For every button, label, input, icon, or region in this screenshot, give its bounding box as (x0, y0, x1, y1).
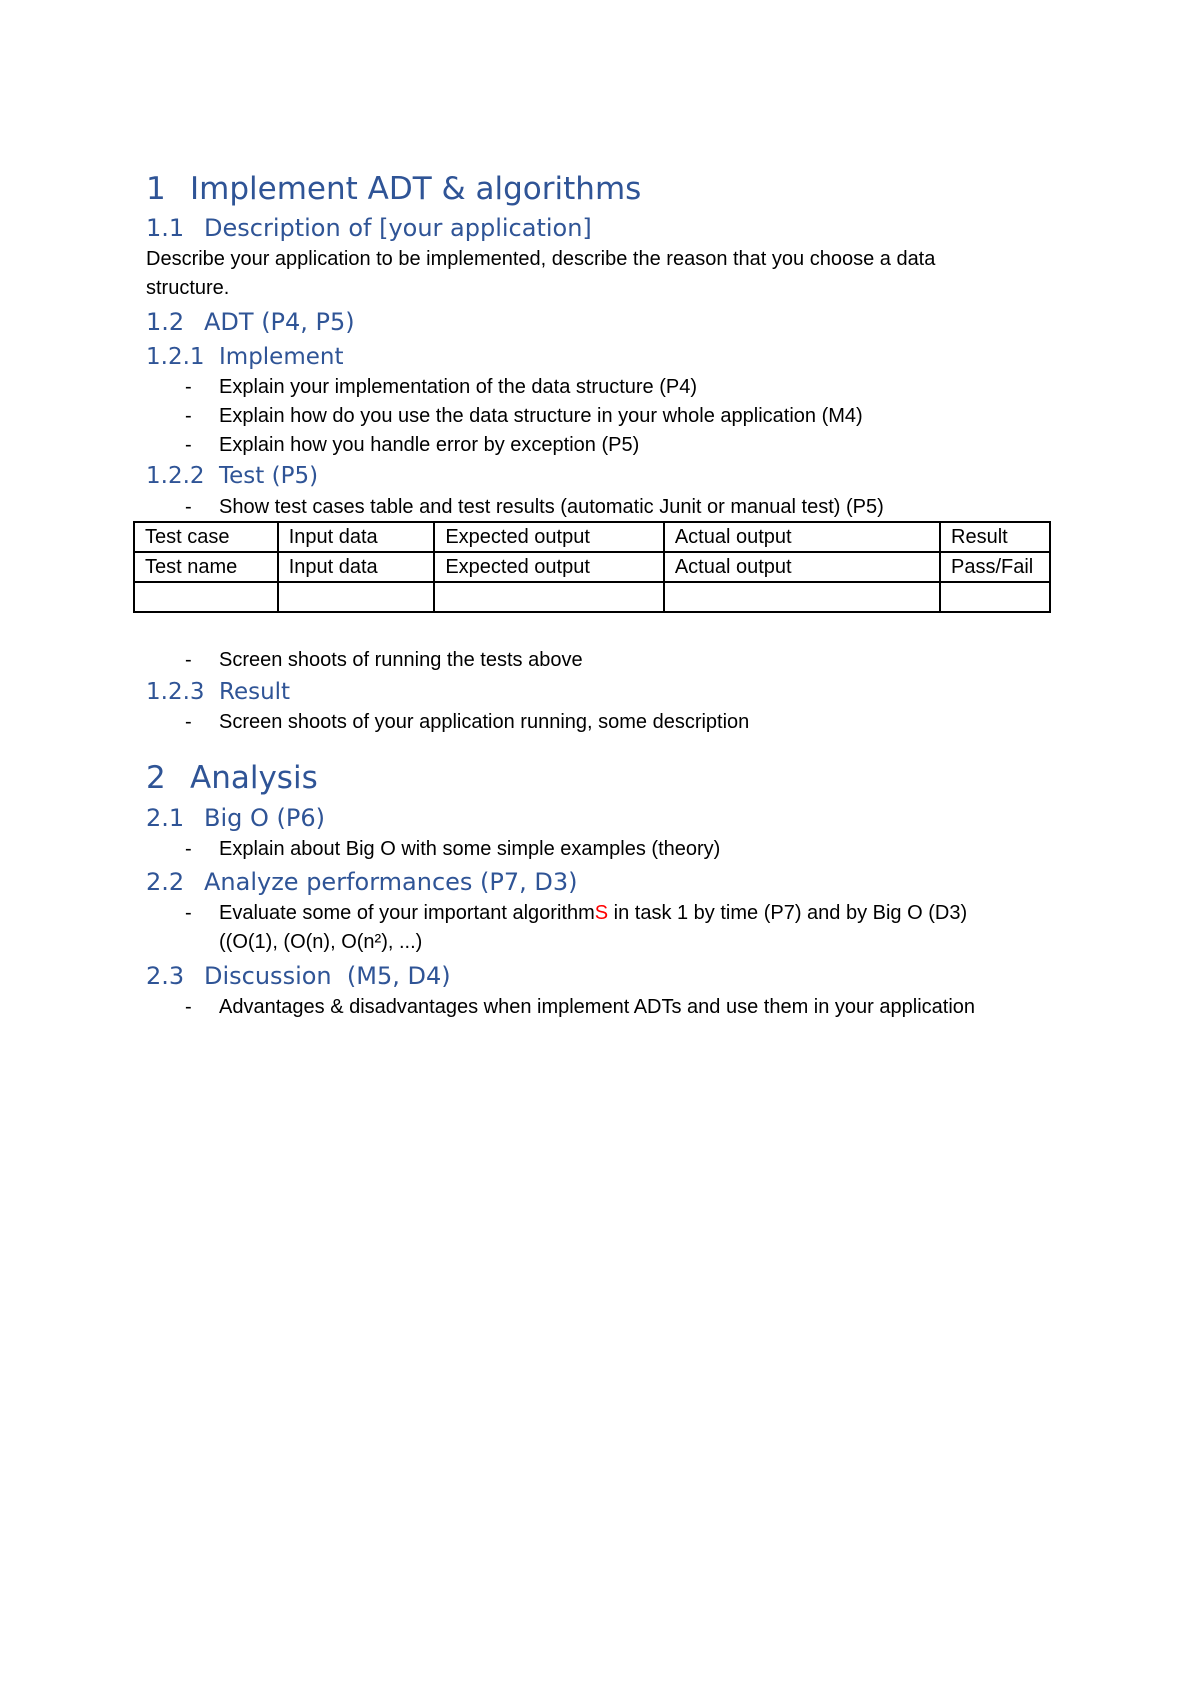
table-cell: Expected output (434, 552, 663, 582)
heading-text: Big O (P6) (204, 804, 325, 832)
table-header-cell: Input data (278, 522, 435, 552)
highlighted-letter: S (594, 902, 609, 924)
bullet-item: Explain how you handle error by exception (P5) (219, 434, 640, 456)
heading-text: Analyze performances (P7, D3) (204, 868, 578, 896)
table-cell (940, 582, 1050, 612)
table-cell: Input data (278, 552, 435, 582)
table-cell: Actual output (664, 552, 940, 582)
bullet-dash: - (185, 902, 192, 924)
heading-number: 2.3 (146, 962, 185, 990)
heading-number: 1 (146, 171, 166, 207)
bullet-dash: - (185, 996, 192, 1018)
heading-number: 1.1 (146, 214, 185, 242)
heading-1-2-3-result (146, 678, 290, 706)
table-header-cell: Expected output (434, 522, 663, 552)
bullet-item: Screen shoots of running the tests above (219, 649, 583, 671)
table-header-cell: Result (940, 522, 1050, 552)
heading-number: 2.2 (146, 868, 185, 896)
heading-text: Discussion (M5, D4) (204, 962, 451, 990)
heading-number: 2.1 (146, 804, 185, 832)
heading-2-2-analyze-performances (146, 868, 578, 896)
bullet-item: Explain about Big O with some simple examples (theory) (219, 838, 721, 860)
heading-number: 1.2 (146, 308, 185, 336)
bullet-dash: - (185, 405, 192, 427)
table-cell: Pass/Fail (940, 552, 1050, 582)
heading-text: Analysis (190, 760, 318, 796)
description-text-line-2: structure. (146, 277, 230, 299)
table-header-cell: Test case (134, 522, 278, 552)
table-cell (664, 582, 940, 612)
heading-number: 2 (146, 760, 166, 796)
heading-number: 1.2.3 (146, 679, 205, 705)
heading-number: 1.2.1 (146, 344, 205, 370)
heading-text: Implement ADT & algorithms (190, 171, 642, 207)
bullet-item (219, 900, 967, 926)
bullet-dash: - (185, 496, 192, 518)
heading-1-2-adt (146, 308, 355, 336)
description-text-line-1: Describe your application to be implemented, describe the reason that you choose a data (146, 248, 936, 270)
table-cell (134, 582, 278, 612)
heading-2-analysis (146, 760, 318, 796)
table-row (134, 552, 1050, 582)
bullet-dash: - (185, 649, 192, 671)
heading-1-2-2-test (146, 462, 318, 490)
table-header-row (134, 522, 1050, 552)
bullet-dash: - (185, 711, 192, 733)
bullet-text: Evaluate some of your important algorithm (219, 902, 595, 924)
table-cell: Test name (134, 552, 278, 582)
bullet-item: Explain how do you use the data structure in your whole application (M4) (219, 405, 863, 427)
heading-text: Test (P5) (219, 463, 319, 489)
bullet-dash: - (185, 434, 192, 456)
heading-2-1-big-o (146, 804, 325, 832)
table-row (134, 582, 1050, 612)
table-cell (278, 582, 435, 612)
heading-2-3-discussion (146, 962, 451, 990)
heading-text: Description of [your application] (204, 214, 592, 242)
bullet-dash: - (185, 838, 192, 860)
bullet-item: Advantages & disadvantages when implement ADTs and use them in your application (219, 996, 976, 1018)
heading-number: 1.2.2 (146, 463, 205, 489)
bullet-text: in task 1 by time (P7) and by Big O (D3) (608, 902, 968, 924)
test-cases-table (133, 521, 1051, 613)
bullet-item: Explain your implementation of the data structure (P4) (219, 376, 698, 398)
heading-1-implement (146, 171, 641, 207)
bullet-item: Show test cases table and test results (automatic Junit or manual test) (P5) (219, 496, 884, 518)
table-cell (434, 582, 663, 612)
heading-1-1-description (146, 214, 592, 242)
heading-text: ADT (P4, P5) (204, 308, 355, 336)
table-header-cell: Actual output (664, 522, 940, 552)
bullet-dash: - (185, 376, 192, 398)
bullet-continuation: ((O(1), (O(n), O(n²), ...) (219, 931, 423, 953)
heading-text: Result (219, 679, 291, 705)
heading-text: Implement (219, 344, 344, 370)
heading-1-2-1-implement (146, 343, 343, 371)
bullet-item: Screen shoots of your application running, some description (219, 711, 750, 733)
